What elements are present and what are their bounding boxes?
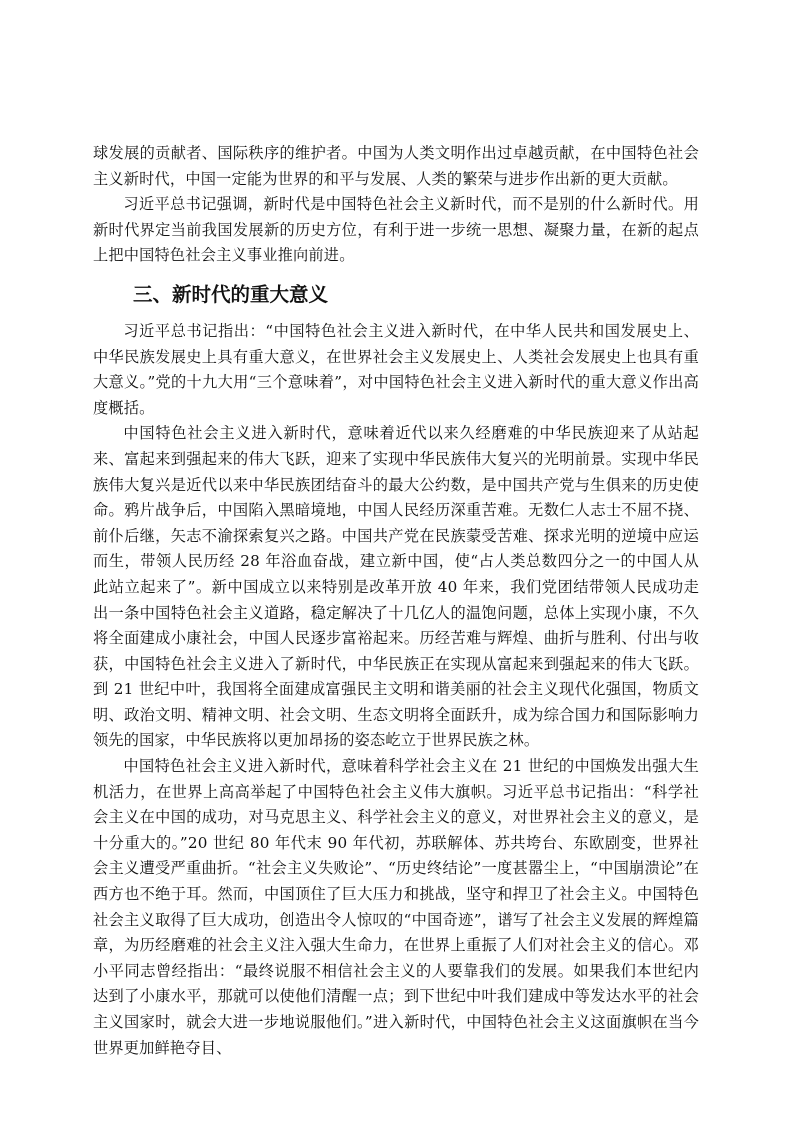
document-page — [93, 141, 699, 1061]
paragraph-top-2: 习近平总书记强调，新时代是中国特色社会主义新时代，而不是别的什么新时代。用新时代界定当前我国发展新的历史方位，有利于进一步统一思想、凝聚力量，在新的起点上把中国特色社会主义事业推向前进。 — [93, 195, 699, 265]
paragraph-bottom-1: 习近平总书记指出：“中国特色社会主义进入新时代，在中华人民共和国发展史上、中华民族发展史上具有重大意义，在世界社会主义发展史上、人类社会发展史上也具有重大意义。”党的十九大用“三个意味着”，对中国特色社会主义进入新时代的重大意义作出高度概括。 — [93, 321, 699, 417]
paragraph-bottom-3: 中国特色社会主义进入新时代，意味着科学社会主义在 21 世纪的中国焕发出强大生机活力，在世界上高高举起了中国特色社会主义伟大旗帜。习近平总书记指出：“科学社会主义在中国的成功，对马克思主义、科学社会主义的意义，对世界社会主义的意义，是十分重大的。”20 世纪 80 年代末 90 年代初，苏联解体、苏共垮台、东欧剧变，世界社会主义遭受严重曲折。“社会主义失败论”、“历史终结论”一度甚嚣尘上，“中国崩溃论”在西方也不绝于耳。然而，中国顶住了巨大压力和挑战，坚守和捍卫了社会主义。中国特色社会主义取得了巨大成功，创造出令人惊叹的“中国奇迹”，谱写了社会主义发展的辉煌篇章，为历经磨难的社会主义注入强大生命力，在世界上重振了人们对社会主义的信心。邓小平同志曾经指出：“最终说服不相信社会主义的人要靠我们的发展。如果我们本世纪内达到了小康水平，那就可以使他们清醒一点；到下世纪中叶我们建成中等发达水平的社会主义国家时，就会大进一步地说服他们。”进入新时代，中国特色社会主义这面旗帜在当今世界更加鲜艳夺目、 — [93, 757, 699, 1057]
paragraph-bottom-2: 中国特色社会主义进入新时代，意味着近代以来久经磨难的中华民族迎来了从站起来、富起来到强起来的伟大飞跃，迎来了实现中华民族伟大复兴的光明前景。实现中华民族伟大复兴是近代以来中华民族团结奋斗的最大公约数，是中国共产党与生俱来的历史使命。鸦片战争后，中国陷入黑暗境地，中国人民经历深重苦难。无数仁人志士不屈不挠、前仆后继，矢志不渝探索复兴之路。中国共产党在民族蒙受苦难、探求光明的逆境中应运而生，带领人民历经 28 年浴血奋战，建立新中国，使“占人类总数四分之一的中国人从此站立起来了”。新中国成立以来特别是改革开放 40 年来，我们党团结带领人民成功走出一条中国特色社会主义道路，稳定解决了十几亿人的温饱问题，总体上实现小康，不久将全面建成小康社会，中国人民逐步富裕起来。历经苦难与辉煌、曲折与胜利、付出与收获，中国特色社会主义进入了新时代，中华民族正在实现从富起来到强起来的伟大飞跃。到 21 世纪中叶，我国将全面建成富强民主文明和谐美丽的社会主义现代化强国，物质文明、政治文明、精神文明、社会文明、生态文明将全面跃升，成为综合国力和国际影响力领先的国家，中华民族将以更加昂扬的姿态屹立于世界民族之林。 — [93, 424, 699, 750]
section-heading: 三、新时代的重大意义 — [133, 282, 329, 306]
paragraph-top-1: 球发展的贡献者、国际秩序的维护者。中国为人类文明作出过卓越贡献，在中国特色社会主义新时代，中国一定能为世界的和平与发展、人类的繁荣与进步作出新的更大贡献。 — [93, 144, 699, 188]
